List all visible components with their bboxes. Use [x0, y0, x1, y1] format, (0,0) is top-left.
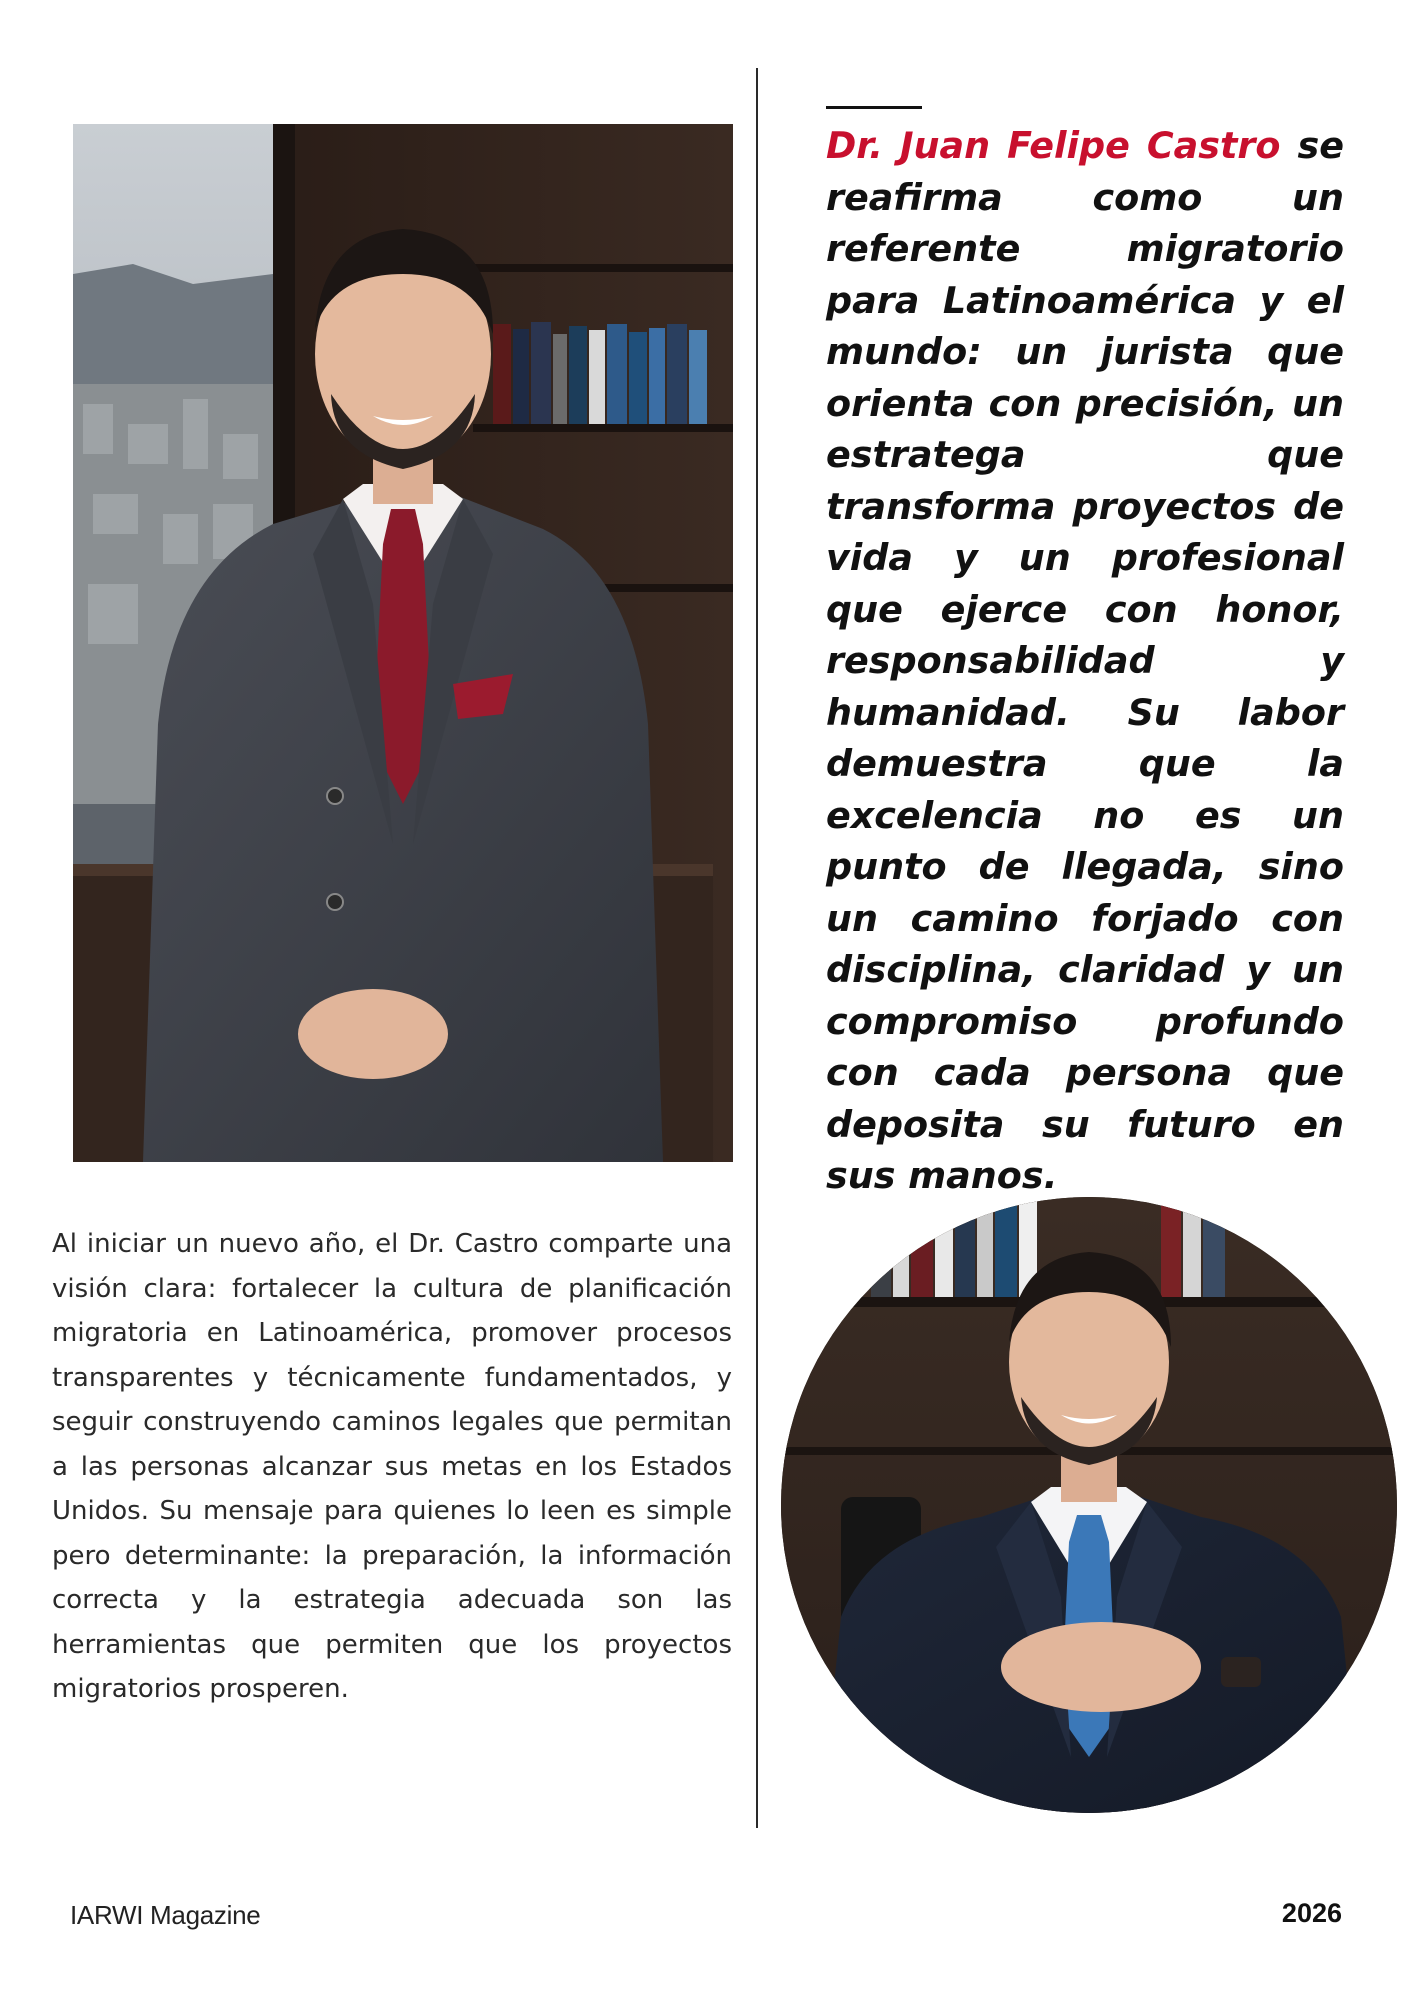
footer-publication: IARWI Magazine: [70, 1900, 261, 1930]
portrait-circle-illustration: [781, 1197, 1397, 1813]
quote-rule: [826, 106, 922, 109]
portrait-photo-standing: [73, 124, 733, 1162]
portrait-standing-illustration: [73, 124, 733, 1162]
pull-quote: [826, 120, 1344, 1202]
footer-year: 2026: [1281, 1898, 1342, 1928]
quote-text: se reafirma como un referente migratorio para Latinoamérica y el mundo: un jurista que orienta con precisión, un estratega que transforma proyectos de vida y un profesional que ejerce con honor, responsabilidad y humanidad. Su labor demuestra que la excelencia no es un punto de llegada, sino un camino forjado con disciplina, claridad y un compromiso profundo con cada persona que deposita su futuro en sus manos.: [826, 124, 1344, 1197]
vertical-divider: [756, 68, 758, 1828]
portrait-photo-circle: [781, 1197, 1397, 1813]
quote-name: Dr. Juan Felipe Castro: [826, 124, 1281, 167]
article-paragraph: Al iniciar un nuevo año, el Dr. Castro comparte una visión clara: fortalecer la cultura de planificación migratoria en Latinoamérica, promover procesos transparentes y técnicamente fundamentados, y seguir construyendo caminos legales que permitan a las personas alcanzar sus metas en los Estados Unidos. Su mensaje para quienes lo leen es simple pero determinante: la preparación, la información correcta y la estrategia adecuada son las herramientas que permiten que los proyectos migratorios prosperen.: [52, 1229, 732, 1704]
